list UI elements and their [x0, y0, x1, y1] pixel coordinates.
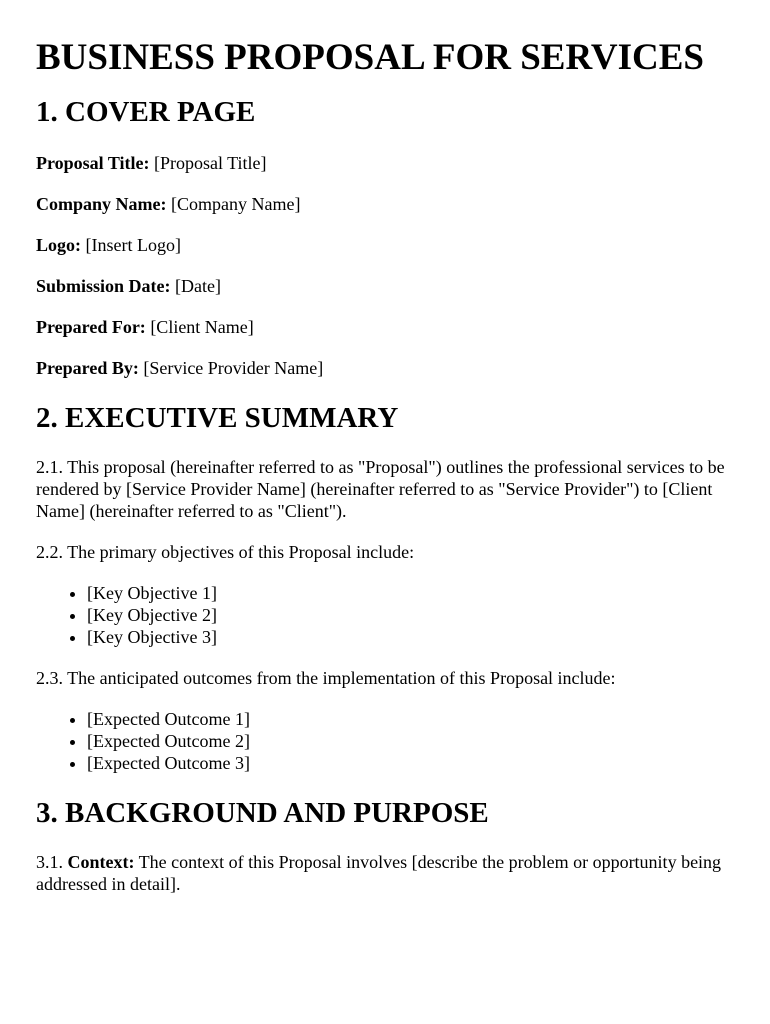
document-title: BUSINESS PROPOSAL FOR SERVICES [36, 37, 704, 78]
field-label: Prepared For: [36, 317, 146, 337]
list-item: • [Key Objective 1] [87, 582, 734, 604]
field-prepared-for [36, 316, 734, 338]
field-company-name [36, 193, 734, 215]
outcomes-list [36, 708, 734, 774]
field-label: Company Name: [36, 194, 167, 214]
paragraph-2-2: 2.2. The primary objectives of this Proposal include: [36, 542, 415, 562]
paragraph-label: Context: [67, 852, 135, 872]
list-item: • [Expected Outcome 1] [87, 708, 734, 730]
list-item: • [Expected Outcome 3] [87, 752, 734, 774]
section-heading-cover-page: 1. COVER PAGE [36, 96, 256, 128]
objectives-list [36, 582, 734, 648]
paragraph-number: 3.1. [36, 852, 63, 872]
field-label: Submission Date: [36, 276, 171, 296]
paragraph-3-1 [36, 851, 734, 895]
field-value: [Proposal Title] [154, 153, 267, 173]
field-label: Proposal Title: [36, 153, 150, 173]
field-value: [Insert Logo] [85, 235, 181, 255]
list-item: • [Key Objective 2] [87, 604, 734, 626]
paragraph-2-3: 2.3. The anticipated outcomes from the implementation of this Proposal include: [36, 668, 616, 688]
field-logo [36, 234, 734, 256]
list-item: • [Key Objective 3] [87, 626, 734, 648]
field-value: [Date] [175, 276, 221, 296]
field-value: [Service Provider Name] [143, 358, 324, 378]
field-proposal-title [36, 152, 734, 174]
field-submission-date [36, 275, 734, 297]
section-heading-background: 3. BACKGROUND AND PURPOSE [36, 797, 489, 829]
field-prepared-by [36, 357, 734, 379]
paragraph-2-1: 2.1. This proposal (hereinafter referred to as "Proposal") outlines the professional services to be rendered by [Service Provider Name] (hereinafter referred to as "Service Provider") to [Client Name] (hereinafter referred to as "Client"). [36, 457, 725, 521]
field-value: [Client Name] [150, 317, 254, 337]
list-item: • [Expected Outcome 2] [87, 730, 734, 752]
field-label: Prepared By: [36, 358, 139, 378]
section-heading-executive-summary: 2. EXECUTIVE SUMMARY [36, 402, 399, 434]
paragraph-text: The context of this Proposal involves [describe the problem or opportunity being addressed in detail]. [36, 852, 722, 894]
field-value: [Company Name] [171, 194, 301, 214]
field-label: Logo: [36, 235, 81, 255]
